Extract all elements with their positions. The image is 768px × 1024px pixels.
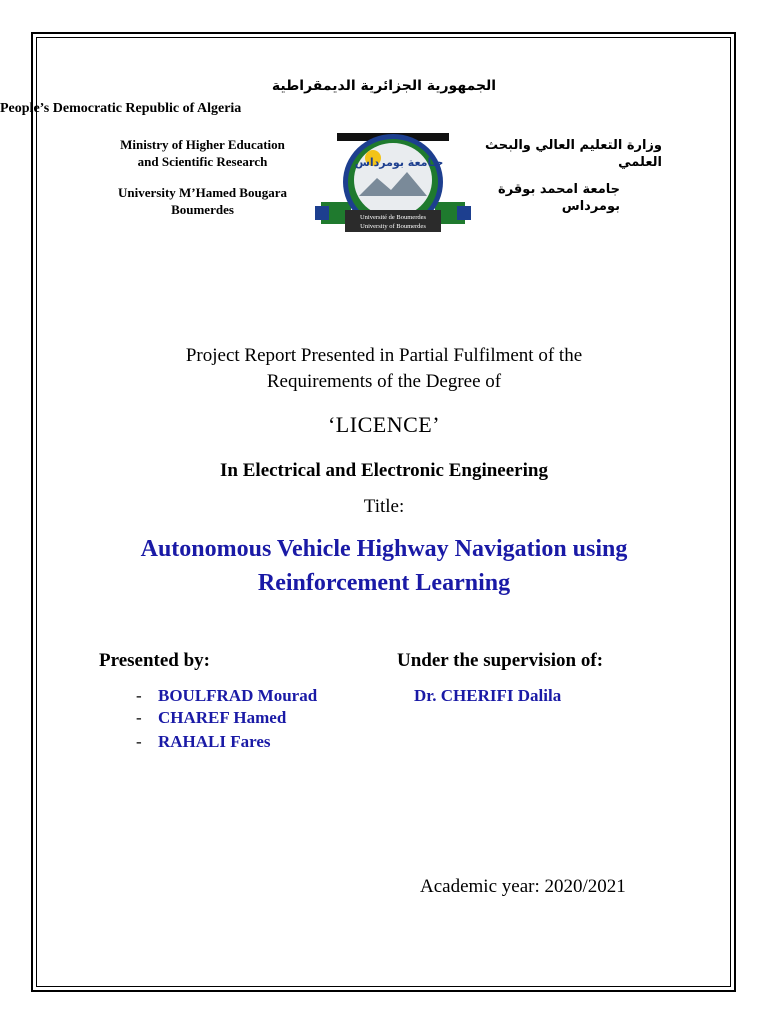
field-of-study: In Electrical and Electronic Engineering <box>220 460 548 481</box>
logo-caption-line-1: Université de Boumerdes <box>359 214 427 221</box>
author-name: BOULFRAD Mourad <box>158 686 318 705</box>
ministry-line-1: Ministry of Higher Education <box>120 137 285 152</box>
thesis-title-line-1: Autonomous Vehicle Highway Navigation using <box>140 536 628 562</box>
country-name: People’s Democratic Republic of Algeria <box>0 101 242 116</box>
logo-center <box>354 143 432 217</box>
academic-year: Academic year: 2020/2021 <box>420 876 626 897</box>
author-name: CHAREF Hamed <box>158 708 287 727</box>
university-ar-line-1: جامعة امحمد بوقرة <box>498 182 620 197</box>
author-name: RAHALI Fares <box>158 732 271 751</box>
university-line-1: University M’Hamed Bougara <box>118 185 287 200</box>
logo-arabic-text: جـامعة بومرداس <box>354 156 444 169</box>
author-bullet: - <box>136 732 142 751</box>
arabic-country-name: الجمهورية الجزائرية الديمقراطية <box>271 78 497 94</box>
ministry-name-arabic: وزارة التعليم العالي والبحث العلمي <box>485 138 662 170</box>
supervisor-name: Dr. CHERIFI Dalila <box>414 686 562 705</box>
thesis-title <box>60 532 708 600</box>
report-line-1: Project Report Presented in Partial Fulfilment of the <box>185 345 583 366</box>
supervision-label: Under the supervision of: <box>397 650 604 671</box>
author-item <box>136 732 271 752</box>
title-label: Title: <box>363 496 405 517</box>
report-statement <box>0 343 768 395</box>
ministry-name <box>90 136 315 170</box>
ministry-line-2: and Scientific Research <box>137 154 268 169</box>
degree-name: ‘LICENCE’ <box>327 412 441 437</box>
university-name <box>90 184 315 218</box>
thesis-title-line-2: Reinforcement Learning <box>257 570 511 596</box>
logo-caption-line-2: University of Boumerdes <box>360 223 426 230</box>
university-logo <box>315 130 471 236</box>
university-line-2: Boumerdes <box>171 202 234 217</box>
author-item <box>136 708 286 728</box>
author-bullet: - <box>136 708 142 727</box>
university-ar-line-2: بومرداس <box>561 199 620 214</box>
author-item <box>136 686 317 706</box>
author-bullet: - <box>136 686 142 705</box>
report-line-2: Requirements of the Degree of <box>266 371 502 392</box>
presented-by-label: Presented by: <box>99 650 210 671</box>
